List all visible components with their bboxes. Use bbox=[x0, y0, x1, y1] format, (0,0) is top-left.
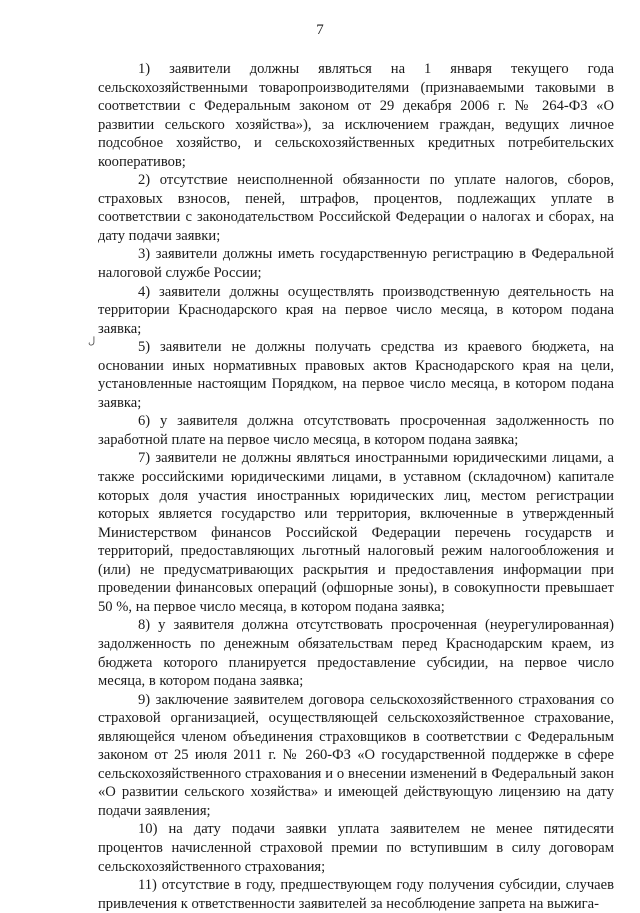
condition-10: 10) на дату подачи заявки уплата заявителем не менее пятидесяти процентов начисленной страховой премии по вступившим в силу договорам сельскохозяйственного страхования; bbox=[98, 821, 614, 875]
condition-8: 8) у заявителя должна отсутствовать просроченная (неурегулированная) задолженность по денежным обязательствам перед Краснодарским краем, из бюджета которого планируется предоставление субсидии, на первое число месяца, в котором подана заявка; bbox=[98, 617, 614, 690]
condition-9: 9) заключение заявителем договора сельскохозяйственного страхования со страховой организацией, осуществляющей сельскохозяйственное страхование, являющейся членом объединения страховщиков в соответствии с Федеральным законом от 25 июля 2011 г. № 260-ФЗ «О государственной поддержке в сфере сельскохозяйственного страхования и о внесении изменений в Федеральный закон «О развитии сельского хозяйства» и имеющей действующую лицензию на дату подачи заявления; bbox=[98, 691, 614, 819]
condition-1: 1) заявители должны являться на 1 января текущего года сельскохозяйственными товаропроизводителями (признаваемыми таковыми в соответствии с Федеральным законом от 29 декабря 2006 г. № 264-ФЗ «О развитии сельского хозяйства»), за исключением граждан, ведущих личное подсобное хозяйство, и сельскохозяйственных кредитных потребительских кооперативов; bbox=[98, 61, 614, 170]
condition-6: 6) у заявителя должна отсутствовать просроченная задолженность по заработной плате на первое число месяца, в котором подана заявка; bbox=[98, 413, 614, 448]
condition-3: 3) заявители должны иметь государственную регистрацию в Федеральной налоговой службе России; bbox=[98, 246, 614, 282]
condition-11: 11) отсутствие в году, предшествующем году получения субсидии, случаев привлечения к ответственности заявителей за несоблюдение запрета на выжига- bbox=[98, 877, 614, 912]
condition-2: 2) отсутствие неисполненной обязанности по уплате налогов, сборов, страховых взносов, пеней, штрафов, процентов, подлежащих уплате в соответствии с законодательством Российской Федерации о налогах и сборах, на дату подачи заявки; bbox=[98, 172, 614, 244]
margin-mark: ل bbox=[88, 336, 96, 347]
condition-7: 7) заявители не должны являться иностранными юридическими лицами, а также российскими юридическими лицами, в уставном (складочном) капитале которых доля участия иностранных юридических лиц, местом регистрации которых является государство или территория, включенные в утвержденный Министерством финансов Российской Федерации перечень государств и территорий, предоставляющих льготный налоговый режим налогообложения и (или) не предусматривающих раскрытия и предоставления информации при проведении финансовых операций (офшорные зоны), в совокупности превышает 50 %, на первое число месяца, в котором подана заявка; bbox=[98, 450, 614, 615]
document-body bbox=[98, 60, 614, 913]
condition-5: 5) заявители не должны получать средства из краевого бюджета, на основании иных нормативных правовых актов Краснодарского края на цели, установленные настоящим Порядком, на первое число месяца, в котором подана заявка; bbox=[98, 339, 614, 411]
page-number: 7 bbox=[316, 22, 324, 38]
condition-4: 4) заявители должны осуществлять производственную деятельность на территории Краснодарского края на первое число месяца, в котором подана заявка; bbox=[98, 283, 614, 337]
